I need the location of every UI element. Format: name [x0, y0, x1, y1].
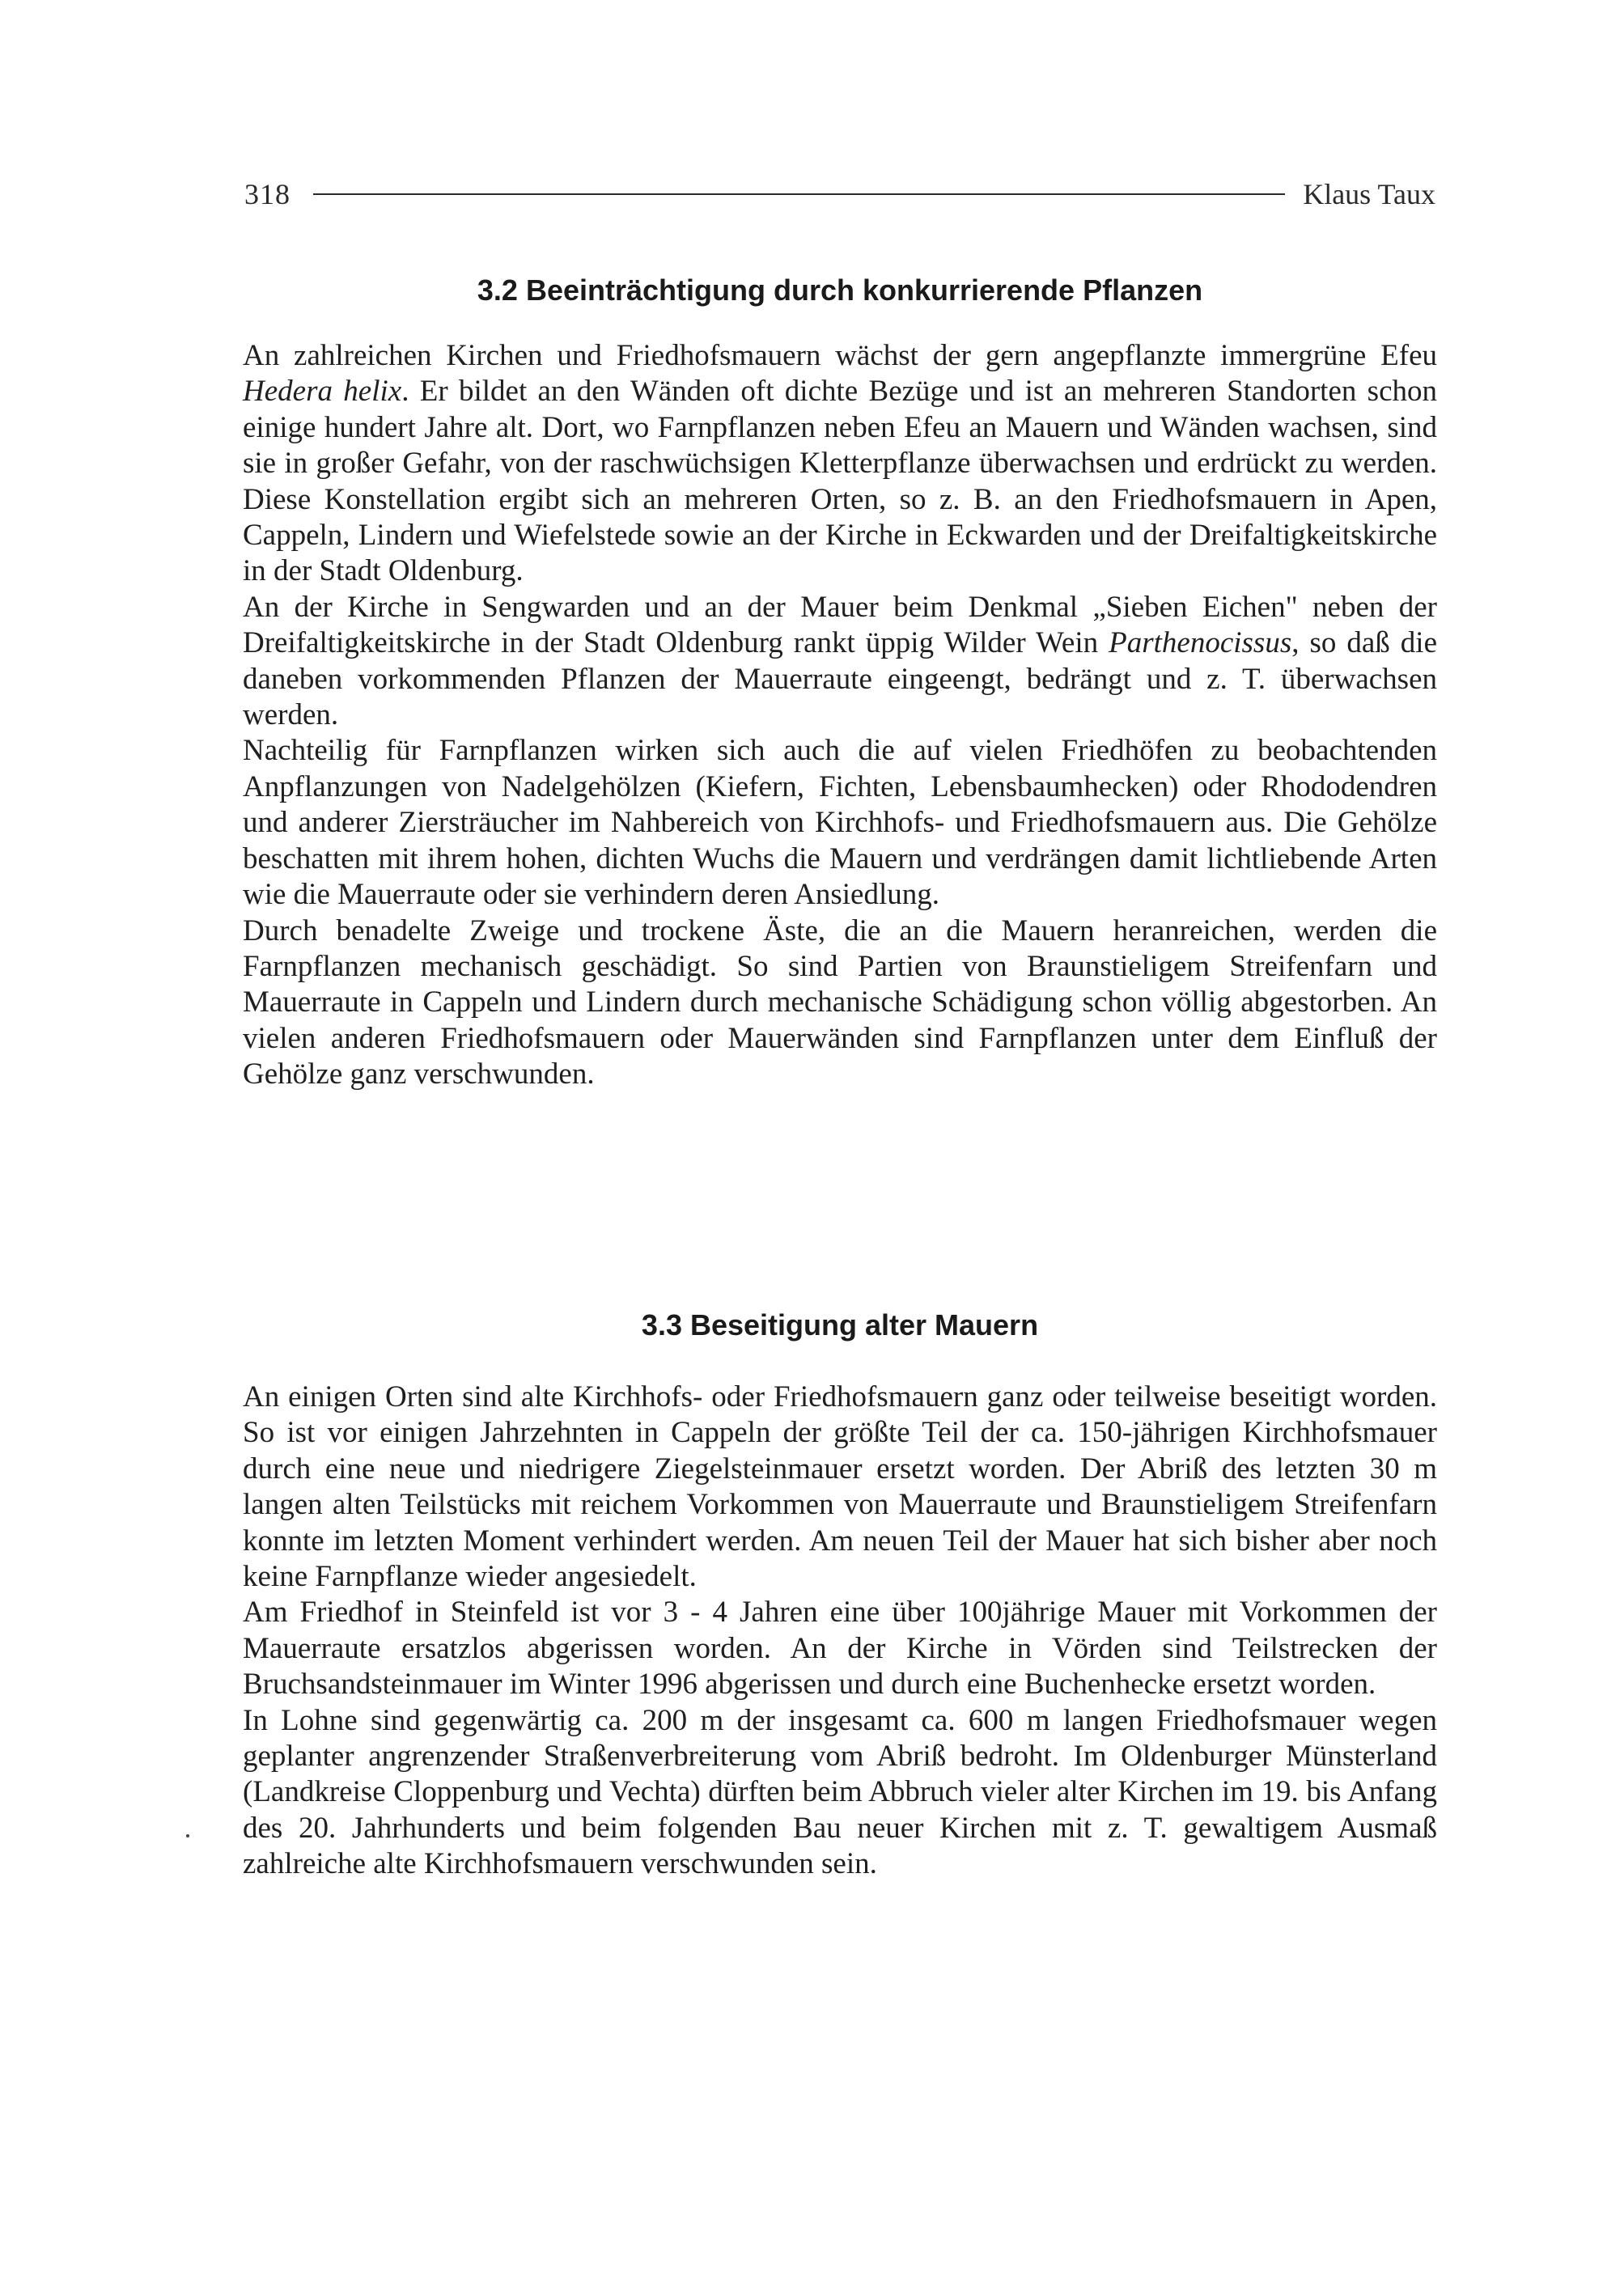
text-run: An zahlreichen Kirchen und Friedhofsmauern wächst der gern angepflanzte immergrüne Efeu [243, 339, 1437, 372]
paragraph: In Lohne sind gegenwärtig ca. 200 m der insgesamt ca. 600 m langen Friedhofsmauer wegen geplanter angrenzender Straßenverbreiterung vom Abriß bedroht. Im Oldenburger Münsterland (Landkreise Cloppenburg und Vechta) dürften beim Abbruch vieler alter Kirchen im 19. bis Anfang des 20. Jahrhunderts und beim folgenden Bau neuer Kirchen mit z. T. gewaltigem Ausmaß zahlreiche alte Kirchhofsmauern verschwunden sein. [243, 1703, 1437, 1881]
margin-mark [186, 1834, 189, 1837]
running-header [244, 170, 1435, 218]
section-heading-3-2: 3.2 Beeinträchtigung durch konkurrierende Pflanzen [477, 273, 1203, 307]
paragraph: An einigen Orten sind alte Kirchhofs- oder Friedhofsmauern ganz oder teilweise beseitigt worden. So ist vor einigen Jahrzehnten in Cappeln der größte Teil der ca. 150-jährigen Kirchhofsmauer durch eine neue und niedrigere Ziegelsteinmauer ersetzt worden. Der Abriß des letzten 30 m langen alten Teilstücks mit reichem Vorkommen von Mauerraute und Braunstieligem Streifenfarn konnte im letzten Moment verhindert werden. Am neuen Teil der Mauer hat sich bisher aber noch keine Farnpflanze wieder angesiedelt. [243, 1380, 1437, 1594]
species-name: Parthenocissus [1109, 626, 1292, 660]
text-run: . Er bildet an den Wänden oft dichte Bezüge und ist an mehreren Standorten schon einige hundert Jahre alt. Dort, wo Farnpflanzen neben Efeu an Mauern und Wänden wachsen, sind sie in großer Gefahr, von der raschwüchsigen Kletterpflanze überwachsen und erdrückt zu werden. Diese Konstellation ergibt sich an mehreren Orten, so z. B. an den Friedhofsmauern in Apen, Cappeln, Lindern und Wiefelstede sowie an der Kirche in Eckwarden und der Dreifaltigkeitskirche in der Stadt Oldenburg. [243, 375, 1437, 588]
paragraph: Am Friedhof in Steinfeld ist vor 3 - 4 Jahren eine über 100jährige Mauer mit Vorkommen der Mauerraute ersatzlos abgerissen worden. An der Kirche in Vörden sind Teilstrecken der Bruchsandsteinmauer im Winter 1996 abgerissen und durch eine Buchenhecke ersetzt worden. [243, 1596, 1437, 1702]
text-run: An der Kirche in Sengwarden und an der Mauer beim Denkmal „Sieben Eichen" neben der Dreifaltigkeitskirche in der Stadt Oldenburg rankt üppig Wilder Wein [243, 590, 1437, 660]
header-rule [313, 193, 1285, 195]
running-author: Klaus Taux [1303, 178, 1435, 210]
section-heading-3-3: 3.3 Beseitigung alter Mauern [641, 1308, 1039, 1341]
paragraph [243, 590, 1437, 734]
paragraph: Durch benadelte Zweige und trockene Äste, die an die Mauern heranreichen, werden die Farnpflanzen mechanisch geschädigt. So sind Partien von Braunstieligem Streifenfarn und Mauerraute in Cappeln und Lindern durch mechanische Schädigung schon völlig abgestorben. An vielen anderen Friedhofsmauern oder Mauerwänden sind Farnpflanzen unter dem Einfluß der Gehölze ganz verschwunden. [243, 913, 1437, 1091]
page-number: 318 [244, 178, 290, 210]
section-body-3-2 [243, 338, 1437, 1093]
text-run: , so daß die daneben vorkommenden Pflanzen der Mauerraute eingeengt, bedrängt und z. T. überwachsen werden. [243, 626, 1437, 732]
species-name: Hedera helix [243, 375, 402, 409]
section-body-3-3 [243, 1380, 1437, 1883]
paragraph [243, 338, 1437, 590]
paragraph: Nachteilig für Farnpflanzen wirken sich auch die auf vielen Friedhöfen zu beobachtenden Anpflanzungen von Nadelgehölzen (Kiefern, Fichten, Lebensbaumhecken) oder Rhododendren und anderer Ziersträucher im Nahbereich von Kirchhofs- und Friedhofsmauern aus. Die Gehölze beschatten mit ihrem hohen, dichten Wuchs die Mauern und verdrängen damit lichtliebende Arten wie die Mauerraute oder sie verhindern deren Ansiedlung. [243, 734, 1437, 912]
